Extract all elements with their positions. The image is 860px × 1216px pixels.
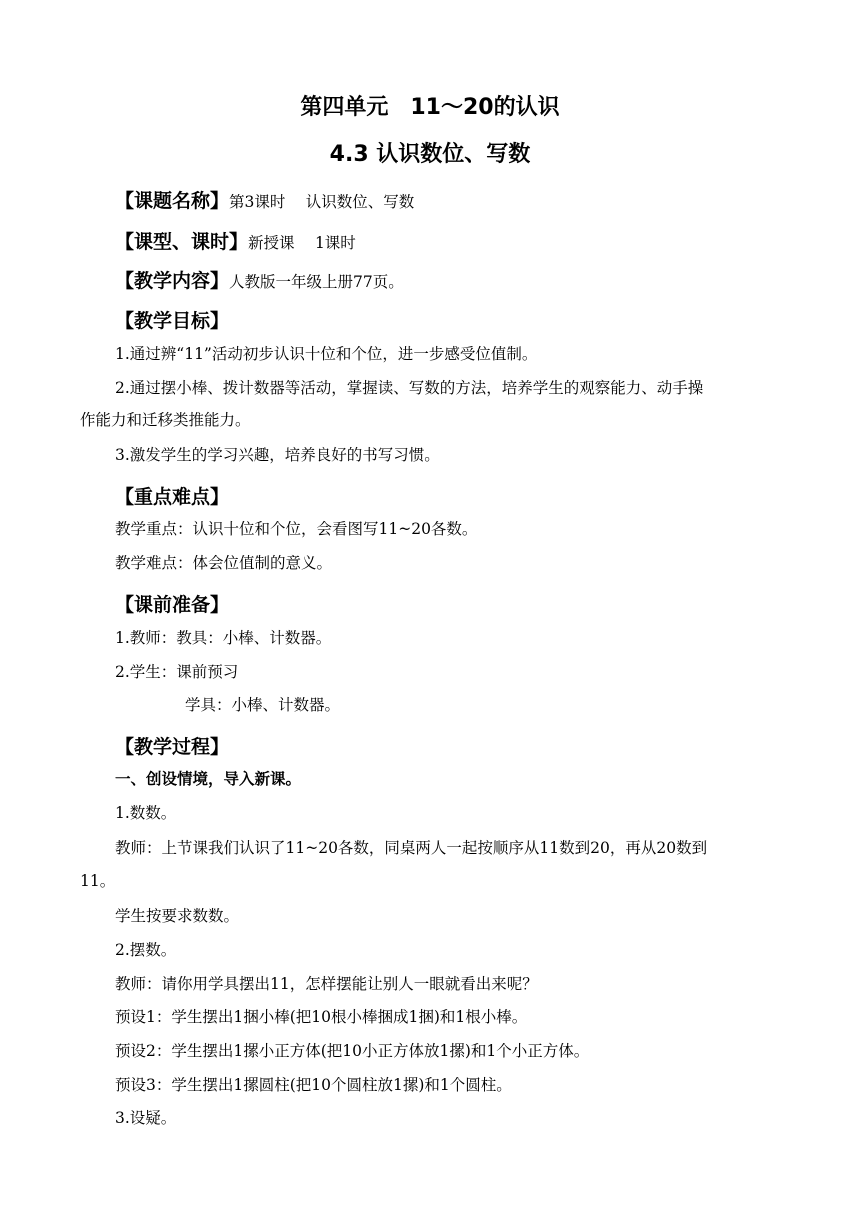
lesson-title: 4.3 认识数位、写数 [329, 142, 531, 167]
field-label: 【课型、课时】 [115, 231, 249, 253]
process-line: 教师：上节课我们认识了11~20各数，同桌两人一起按顺序从11数到20，再从20数到 [115, 839, 708, 857]
objective-item: 3.激发学生的学习兴趣，培养良好的书写习惯。 [115, 446, 440, 464]
process-line: 1.数数。 [115, 804, 177, 822]
preparation-item: 2.学生：课前预习 [115, 663, 239, 681]
process-line: 11。 [80, 872, 116, 890]
process-line: 教师：请你用学具摆出11，怎样摆能让别人一眼就看出来呢？ [115, 975, 538, 993]
process-line: 预设2：学生摆出1摞小正方体(把10小正方体放1摞)和1个小正方体。 [115, 1042, 590, 1060]
field-teaching-content [115, 266, 404, 293]
objective-item: 作能力和迁移类推能力。 [80, 411, 251, 429]
preparation-heading: 【课前准备】 [115, 594, 230, 616]
process-line: 预设1：学生摆出1捆小棒(把10根小棒捆成1捆)和1根小棒。 [115, 1008, 528, 1026]
field-value: 人教版一年级上册77页。 [229, 273, 404, 291]
key-points-heading: 【重点难点】 [115, 486, 230, 508]
process-line: 学生按要求数数。 [115, 907, 240, 925]
field-label: 【教学内容】 [115, 270, 230, 292]
objectives-heading: 【教学目标】 [115, 310, 230, 332]
key-point-item: 教学难点：体会位值制的意义。 [115, 554, 333, 572]
field-value: 新授课 1课时 [248, 234, 356, 252]
process-line: 2.摆数。 [115, 941, 177, 959]
objective-item: 2.通过摆小棒、拨计数器等活动，掌握读、写数的方法，培养学生的观察能力、动手操 [115, 379, 704, 397]
unit-title: 第四单元 11～20的认识 [300, 95, 560, 120]
preparation-item: 1.教师：教具：小棒、计数器。 [115, 629, 332, 647]
objective-item: 1.通过辨“11”活动初步认识十位和个位，进一步感受位值制。 [115, 345, 538, 363]
field-value: 第3课时 认识数位、写数 [229, 193, 415, 211]
process-line: 预设3：学生摆出1摞圆柱(把10个圆柱放1摞)和1个圆柱。 [115, 1076, 512, 1094]
process-section-title: 一、创设情境，导入新课。 [115, 770, 302, 788]
field-label: 【课题名称】 [115, 190, 230, 212]
process-line: 3.设疑。 [115, 1109, 177, 1127]
process-heading: 【教学过程】 [115, 736, 230, 758]
key-point-item: 教学重点：认识十位和个位，会看图写11~20各数。 [115, 520, 478, 538]
field-lesson-type [115, 227, 356, 254]
field-lesson-name [115, 186, 414, 213]
preparation-item: 学具：小棒、计数器。 [185, 696, 341, 714]
